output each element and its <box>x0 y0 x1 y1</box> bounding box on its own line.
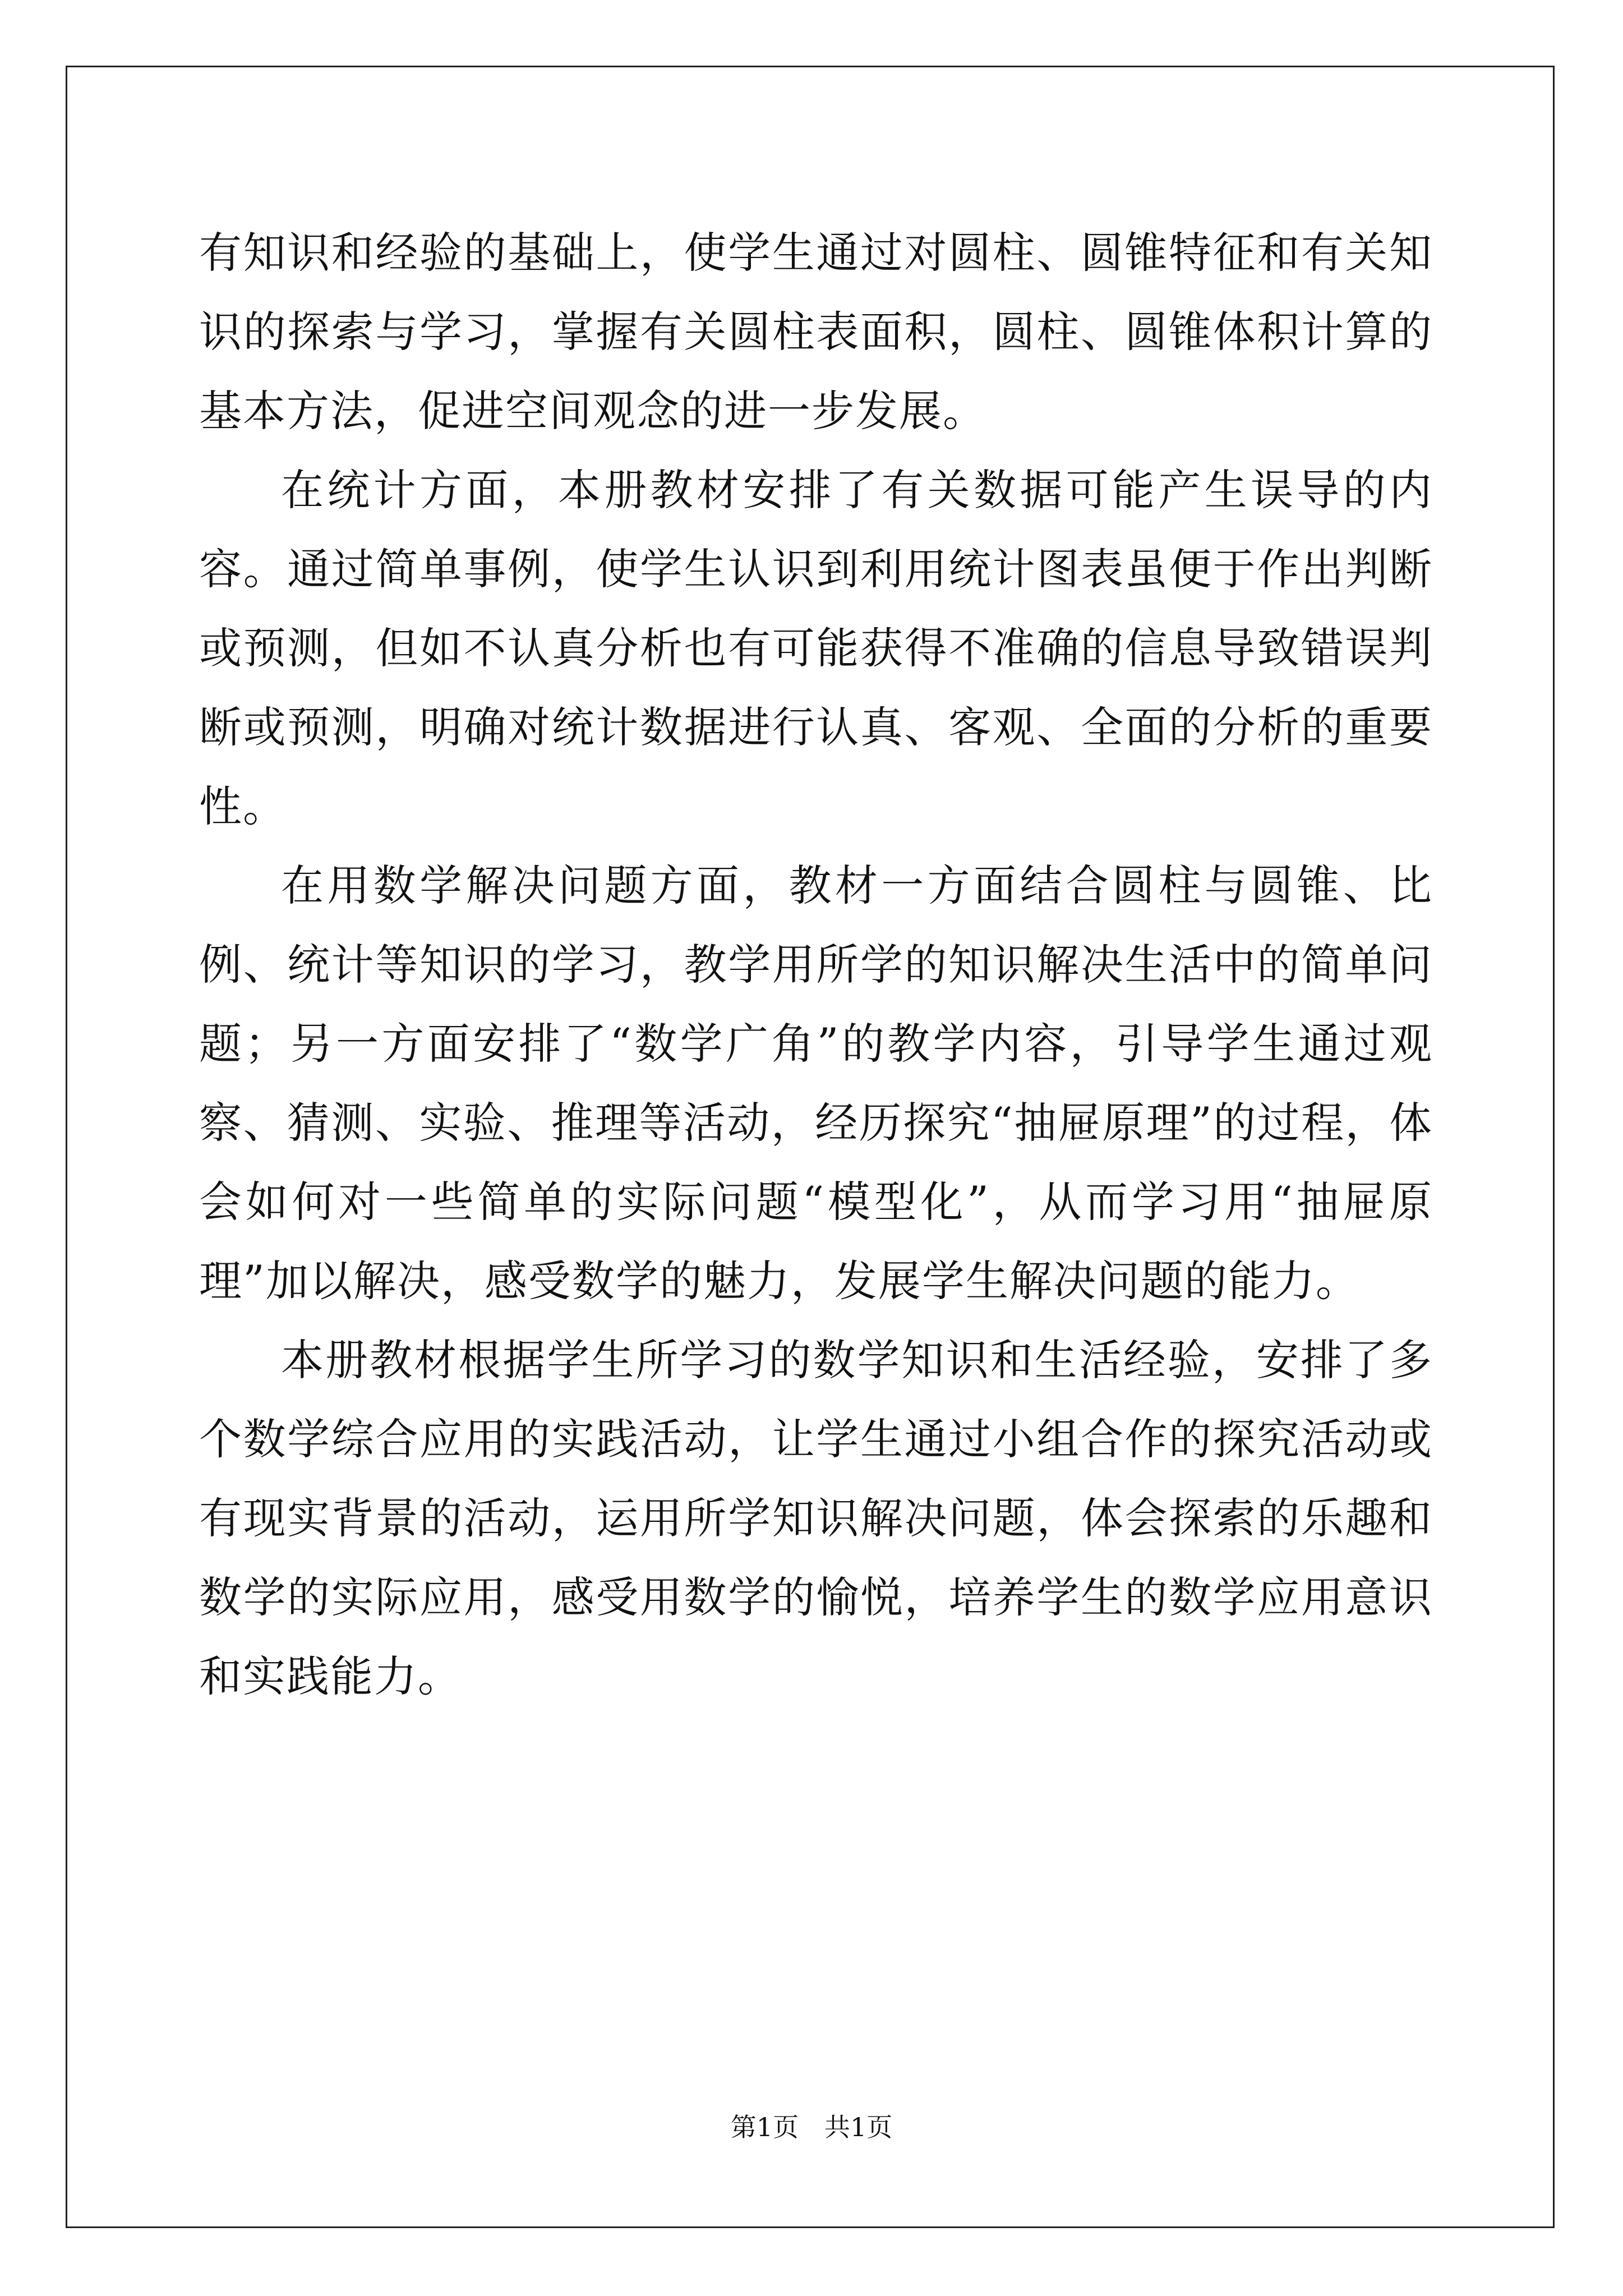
paragraph-4: 本册教材根据学生所学习的数学知识和生活经验，安排了多个数学综合应用的实践活动，让学生通过小组合作的探究活动或有现实背景的活动，运用所学知识解决问题，体会探索的乐趣和数学的实际应用，感受用数学的愉悦，培养学生的数学应用意识和实践能力。 <box>199 1335 1433 1701</box>
page-number-footer: 第1页 共1页 <box>730 2112 893 2142</box>
document-body <box>199 213 1433 1716</box>
paragraph-1: 有知识和经验的基础上，使学生通过对圆柱、圆锥特征和有关知识的探索与学习，掌握有关圆柱表面积，圆柱、圆锥体积计算的基本方法，促进空间观念的进一步发展。 <box>199 228 1433 436</box>
paragraph-3: 在用数学解决问题方面，教材一方面结合圆柱与圆锥、比例、统计等知识的学习，教学用所学的知识解决生活中的简单问题；另一方面安排了“数学广角”的教学内容，引导学生通过观察、猜测、实验、推理等活动，经历探究“抽屉原理”的过程，体会如何对一些简单的实际问题“模型化”，从而学习用“抽屉原理”加以解决，感受数学的魅力，发展学生解决问题的能力。 <box>199 861 1433 1306</box>
paragraph-2: 在统计方面，本册教材安排了有关数据可能产生误导的内容。通过简单事例，使学生认识到利用统计图表虽便于作出判断或预测，但如不认真分析也有可能获得不准确的信息导致错误判断或预测，明确对统计数据进行认真、客观、全面的分析的重要性。 <box>199 465 1433 831</box>
